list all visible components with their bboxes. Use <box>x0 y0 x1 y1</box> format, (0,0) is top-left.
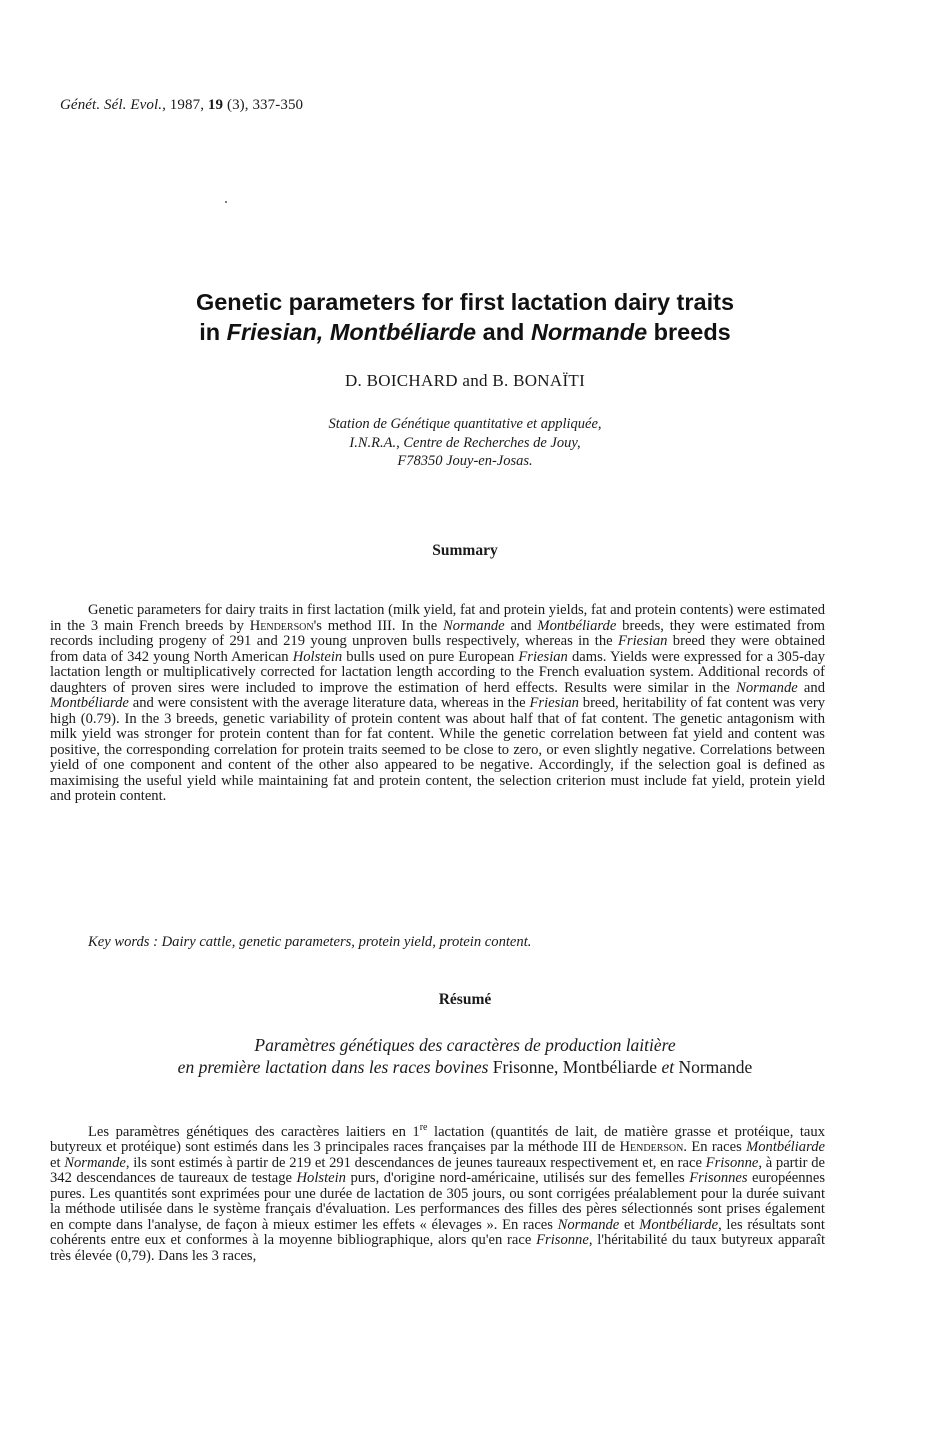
resume-text-segment: Normande <box>557 1216 620 1233</box>
resume-text-segment: re <box>419 1122 428 1133</box>
title-breed-montbeliarde: Montbéliarde <box>329 319 477 345</box>
journal-volume: 19 <box>207 97 224 113</box>
resume-text-segment: Holstein <box>296 1170 346 1187</box>
resume-text-segment: Henderson <box>619 1139 684 1156</box>
resume-heading: Résumé <box>438 991 492 1008</box>
scan-speck <box>225 201 227 203</box>
summary-text-segment: Normande <box>443 617 505 634</box>
summary-text-segment: Genetic parameters for dairy traits in first lactation (milk yield, fat and protein yields, fat and protein contents) were estimated in the 3 main French breeds by <box>50 602 825 634</box>
summary-heading: Summary <box>432 542 498 559</box>
summary-text-segment: and <box>504 617 538 634</box>
resume-text-segment: , ils sont estimés à partir de 219 et 291 descendances de jeunes taureaux respectivement et, en race <box>125 1154 706 1171</box>
journal-year: 1987, <box>169 97 205 113</box>
french-title-line-2 <box>60 1056 870 1078</box>
resume-text-segment: Les paramètres génétiques des caractères laitiers en 1 <box>88 1123 420 1140</box>
resume-text-segment: lactation (quantités de lait, de matière grasse et protéique, taux butyreux et protéique) sont estimés dans les 3 principales races françaises par la méthode III de <box>50 1123 825 1156</box>
journal-name: Génét. Sél. Evol., <box>60 97 166 113</box>
summary-paragraph <box>50 603 825 805</box>
resume-text-segment: Montbéliarde <box>746 1139 825 1156</box>
french-et: et <box>661 1057 675 1077</box>
title-breed-normande: Normande <box>530 319 648 345</box>
summary-text-segment: Friesian <box>617 633 668 649</box>
resume-text-segment: et <box>619 1216 640 1233</box>
resume-text-segment: , à partir de 342 descendances de taureaux de testage <box>50 1154 825 1187</box>
summary-text-segment: Montbéliarde <box>50 695 129 711</box>
resume-text-segment: purs, d'origine nord-américaine, utilisés sur des femelles <box>345 1170 690 1187</box>
summary-text-segment: breed they were obtained from data of 342 young North American <box>50 633 825 665</box>
french-breed-normande: Normande <box>678 1057 753 1077</box>
resume-text-segment: Frisonne <box>705 1154 759 1171</box>
keywords: Key words : Dairy cattle, genetic parameters, protein yield, protein content. <box>88 934 532 950</box>
french-title-line-1: Paramètres génétiques des caractères de production laitière <box>254 1035 676 1055</box>
summary-text-segment: bulls used on pure European <box>342 648 519 665</box>
french-title <box>60 1034 870 1078</box>
summary-text-segment: Normande <box>736 679 798 696</box>
title-line-1: Genetic parameters for first lactation dairy traits <box>195 289 735 315</box>
resume-text-segment: , l'héritabilité du taux butyreux apparaît très élevée (0,79). Dans les 3 races, <box>50 1232 825 1264</box>
summary-text-segment: breed, heritability of fat content was very high (0.79). In the 3 breeds, genetic variability of protein content was about half that of fat content. The genetic antagonism with milk yield was stronger for protein content than for fat content. While the genetic correlation between fat yield and content was positive, the corresponding correlation for protein traits seemed to be close to zero, or even slightly negative. Correlations between yield of one component and content of the other also appeared to be negative. Accordingly, if the selection goal is defined as maximising the useful yield while maintaining fat and protein content, the selection criterion must include fat yield, protein yield and protein content. <box>50 695 825 804</box>
french-breed-montbeliarde: Montbéliarde <box>562 1057 658 1077</box>
journal-citation <box>60 97 303 114</box>
french-title-italic-part: en première lactation dans les races bovines <box>177 1057 489 1077</box>
summary-text-segment: 's method III. In the <box>313 617 444 634</box>
title-in: in <box>199 319 227 345</box>
resume-text-segment: , les résultats sont cohérents entre eux et conformes à la moyenne bibliographique, alors qu'en race <box>50 1216 825 1249</box>
title-and: and <box>476 319 531 345</box>
summary-text-segment: Holstein <box>292 648 343 665</box>
resume-text-segment: européennes pures. Les quantités sont exprimées pour une durée de lactation de 305 jours, ou sont corrigées préalablement pour la durée suivant la méthode utilisée dans le système français d'évaluation. Les performances des filles des pères sélectionnés sont prises également en compte dans l'analyse, de façon à mieux estimer les effets « élevages ». En races <box>50 1170 825 1233</box>
resume-text-segment: . En races <box>683 1139 747 1156</box>
resume-text-segment: Frisonne <box>536 1232 589 1249</box>
summary-text-segment: dams. Yields were expressed for a 305-day lactation length or multiplicatively corrected for lactation length according to the French evaluation system. Additional records of daughters of proven sires were included to improve the estimation of herd effects. Results were similar in the <box>50 648 825 696</box>
resume-text-segment: et <box>50 1154 65 1171</box>
title-breed-friesian: Friesian, <box>226 319 324 345</box>
title-line-2 <box>60 317 870 347</box>
summary-text-segment: Henderson <box>249 617 314 634</box>
title-breeds: breeds <box>647 319 731 345</box>
summary-text-segment: breeds, they were estimated from records including progeny of 291 and 219 young unproven bulls respectively, whereas in the <box>50 617 826 649</box>
paper-title <box>60 287 870 347</box>
affiliation-line-1: Station de Génétique quantitative et appliquée, <box>328 416 602 432</box>
affiliation <box>60 415 870 471</box>
authors: D. BOICHARD and B. BONAÏTI <box>344 371 586 390</box>
affiliation-line-3: F78350 Jouy-en-Josas. <box>397 453 533 469</box>
summary-text-segment: and <box>797 679 825 696</box>
affiliation-line-2: I.N.R.A., Centre de Recherches de Jouy, <box>349 434 581 451</box>
summary-text-segment: and were consistent with the average literature data, whereas in the <box>128 695 530 711</box>
resume-text-segment: Frisonnes <box>689 1170 748 1187</box>
journal-issue-pages: (3), 337-350 <box>226 97 304 113</box>
resume-paragraph <box>50 1120 825 1264</box>
summary-text-segment: Friesian <box>529 695 579 711</box>
resume-text-segment: Normande <box>64 1154 126 1171</box>
summary-text-segment: Friesian <box>518 648 568 665</box>
french-breed-frisonne: Frisonne, <box>492 1057 559 1077</box>
resume-text-segment: Montbéliarde <box>639 1216 719 1233</box>
summary-text-segment: Montbéliarde <box>537 617 617 634</box>
